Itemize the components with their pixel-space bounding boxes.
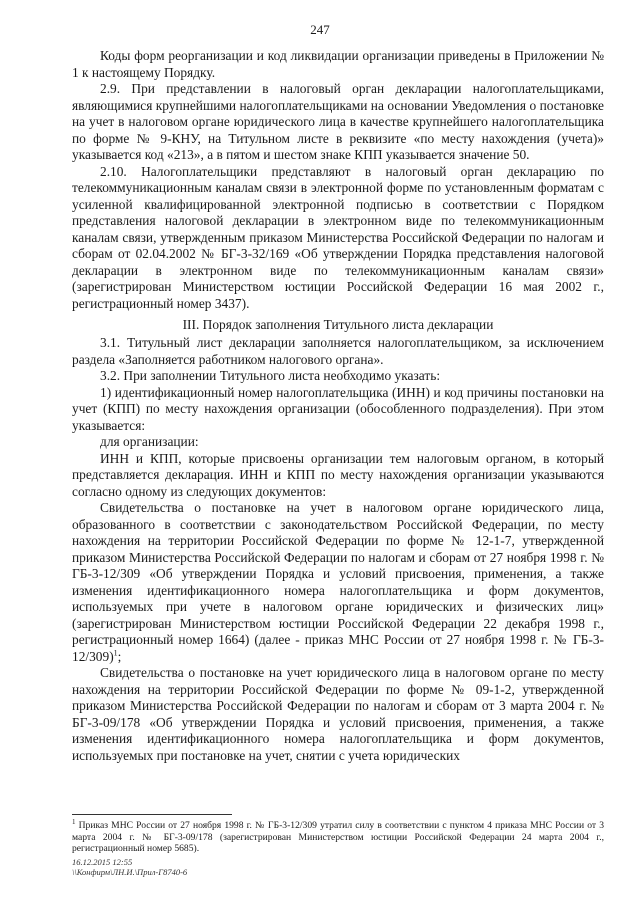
- paragraph-for-organization: для организации:: [100, 434, 199, 449]
- certificate-tail: ;: [117, 648, 122, 664]
- paragraph-2-9: 2.9. При представлении в налоговый орган декларации налогоплательщиками, являющимися крупнейшими налогоплательщиками на основании Уведомления о постановке на учет в налоговом органе юридического лица в качестве крупнейшего налогоплательщика по форме № 9-КНУ, на Титульном листе в реквизите «по месту нахождения (учета)» указывается код «213», а в пятом и шестом знаке КПП указывается значение 50.: [72, 81, 604, 162]
- paragraph-reorganization-codes: Коды форм реорганизации и код ликвидации организации приведены в Приложении № 1 к настоящему Порядку.: [72, 48, 604, 80]
- paragraph-item-1: 1) идентификационный номер налогоплательщика (ИНН) и код причины постановки на учет (КПП) по месту нахождения организации (обособленного подразделения). При этом указывается:: [72, 384, 604, 433]
- print-path: \\Конфирм\ЛН.И.\Прил-Г8740-6: [72, 867, 188, 877]
- section-heading: III. Порядок заполнения Титульного листа декларации: [182, 317, 494, 332]
- paragraph-inn-kpp: ИНН и КПП, которые присвоены организации тем налоговым органом, в который представляется декларация. ИНН и КПП по месту нахождения организации указываются согласно одному из следующих документов:: [72, 450, 604, 499]
- footnote: [72, 817, 604, 855]
- certificate-text: Свидетельства о постановке на учет в налоговом органе юридического лица, образованного в соответствии с законодательством Российской Федерации, по месту нахождения на территории Российской Федерации по форме № 12-1-7, утвержденной приказом Министерства Российской Федерации по налогам и сборам от 27 ноября 1998 г. № ГБ-3-12/309 «Об утверждении Порядка и условий присвоения, применения, а также изменения идентификационного номера налогоплательщика и форм документов, используемых при учете в налоговом органе юридических и физических лиц» (зарегистрирован Министерством юстиции Российской Федерации 22 декабря 1998 г., регистрационный номер 1664) (далее - приказ МНС России от 27 ноября 1998 г. № ГБ-3-12/309): [72, 500, 604, 664]
- paragraph-2-10: 2.10. Налогоплательщики представляют в налоговый орган декларацию по телекоммуникационным каналам связи в электронной форме по установленным форматам с усиленной квалифицированной электронной подписью в соответствии с Порядком представления налоговой декларации в электронном виде по телекоммуникационным каналам связи, утвержденным приказом Министерства Российской Федерации по налогам и сборам от 02.04.2002 № БГ-3-32/169 «Об утверждении Порядка представления налоговой декларации в электронном виде по телекоммуникационным каналам связи» (зарегистрирован Министерством юстиции Российской Федерации 16 мая 2002 г., регистрационный номер 3437).: [72, 163, 604, 311]
- document-body: [72, 48, 604, 764]
- paragraph-certificate-09-1-2: Свидетельства о постановке на учет юридического лица в налоговом органе по месту нахождения на территории Российской Федерации по форме № 09-1-2, утвержденной приказом Министерства Российской Федерации по налогам и сборам от 3 марта 2004 г. № БГ-3-09/178 «Об утверждении Порядка и условий присвоения, применения, а также изменения идентификационного номера налогоплательщика и форм документов, используемых при постановке на учет, снятии с учета юридических: [72, 665, 604, 763]
- footnote-ref: 1: [113, 648, 118, 658]
- paragraph-3-2: 3.2. При заполнении Титульного листа необходимо указать:: [100, 368, 441, 383]
- footnote-text: Приказ МНС России от 27 ноября 1998 г. № ГБ-3-12/309 утратил силу в соответствии с пунктом 4 приказа МНС России от 3 марта 2004 г. № БГ-3-09/178 (зарегистрирован Министерством юстиции Российской Федерации 24 марта 2004 г., регистрационный номер 5685).: [72, 820, 604, 854]
- paragraph-3-1: 3.1. Титульный лист декларации заполняется налогоплательщиком, за исключением раздела «Заполняется работником налогового органа».: [72, 335, 604, 367]
- paragraph-certificate-12-1-7: [72, 500, 604, 665]
- print-info: [72, 857, 187, 877]
- footnote-divider: [72, 814, 232, 815]
- footnote-marker: 1: [72, 817, 76, 826]
- page-number: 247: [310, 22, 330, 37]
- print-date: 16.12.2015 12:55: [72, 857, 133, 867]
